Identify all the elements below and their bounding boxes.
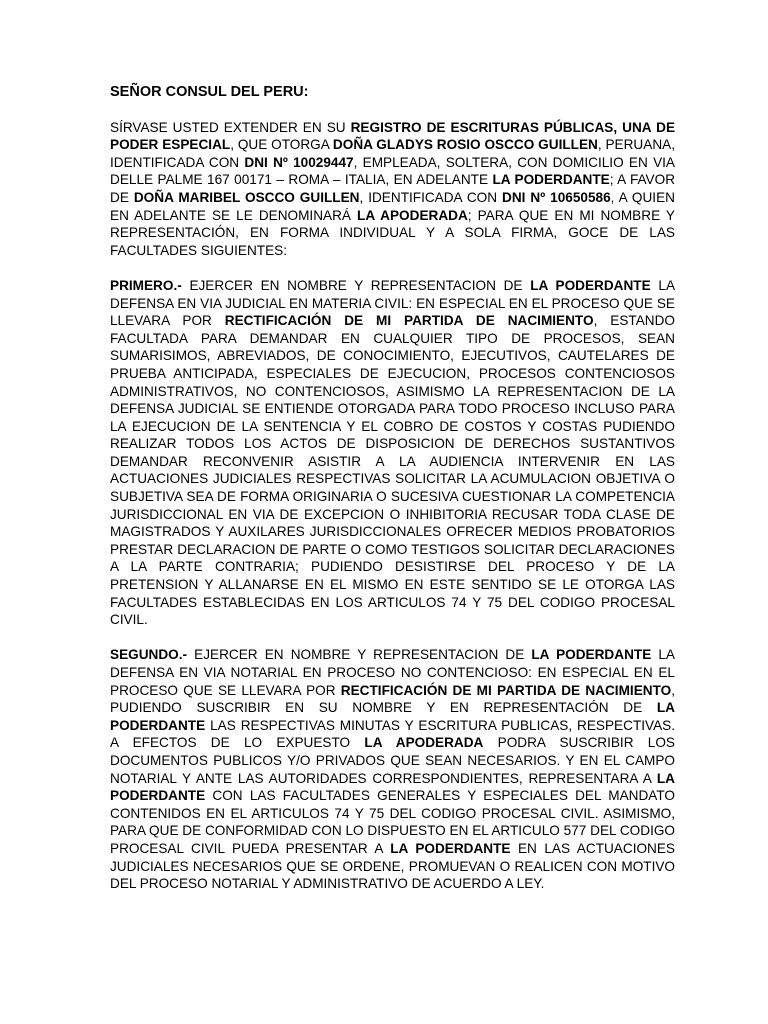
paragraph-primero <box>110 277 675 629</box>
text-run: CON LAS FACULTADES GENERALES Y ESPECIALES DEL MANDATO CONTENIDOS EN EL ARTICULOS 74 Y 75 DEL CODIGO PROCESAL CIVIL. ASIMISMO, PARA QUE DE CONFORMIDAD CON LO DISPUESTO EN EL ARTICULO 577 DEL CODIGO PROCESAL CIVIL PUEDA PRESENTAR A <box>110 788 675 856</box>
text-run: SÍRVASE USTED EXTENDER EN SU <box>110 119 351 135</box>
text-run: EJERCER EN NOMBRE Y REPRESENTACION DE <box>181 277 531 293</box>
text-run: , PUDIENDO SUSCRIBIR EN SU NOMBRE Y EN REPRESENTACIÓN DE <box>110 682 675 716</box>
text-run: ; A FAVOR DE <box>110 172 676 205</box>
text-run: , IDENTIFICADA CON <box>359 189 503 205</box>
text-run: EJERCER EN NOMBRE Y REPRESENTACION DE <box>187 647 532 663</box>
text-run: LA DEFENSA EN VIA NOTARIAL EN PROCESO NO CONTENCIOSO: EN ESPECIAL EN EL PROCESO QUE SE LLEVARA POR <box>110 647 675 698</box>
document-page <box>110 84 675 910</box>
text-run: EN LAS ACTUACIONES JUDICIALES NECESARIOS QUE SE ORDENE, PROMUEVAN O REALICEN CON MOTIVO DEL PROCESO NOTARIAL Y ADMINISTRATIVO DE ACUERDO A LEY. <box>110 840 675 892</box>
bold-text-run: REGISTRO DE ESCRITURAS PÚBLICAS, UNA DE PODER ESPECIAL <box>110 119 676 153</box>
bold-text-run: LA PODERDANTE <box>530 277 651 293</box>
bold-text-run: DOÑA MARIBEL OSCCO GUILLEN <box>133 189 360 205</box>
bold-text-run: LA APODERADA <box>364 735 484 751</box>
bold-text-run: LA APODERADA <box>357 207 468 223</box>
bold-text-run: LA PODERDANTE <box>390 840 511 856</box>
text-run: LAS RESPECTIVAS MINUTAS Y ESCRITURA PUBLICAS, RESPECTIVAS. A EFECTOS DE LO EXPUESTO <box>110 717 675 751</box>
paragraph-segundo <box>110 646 675 892</box>
text-run: PODRA SUSCRIBIR LOS DOCUMENTOS PUBLICOS Y/O PRIVADOS QUE SEAN NECESARIOS. Y EN EL CAMPO NOTARIAL Y ANTE LAS AUTORIDADES CORRESPONDIENTES, REPRESENTARA A <box>110 735 675 786</box>
text-run: , EMPLEADA, SOLTERA, CON DOMICILIO EN VIA DELLE PALME 167 00171 – ROMA – ITALIA, EN ADELANTE <box>110 154 675 188</box>
bold-text-run: DOÑA GLADYS ROSIO OSCCO GUILLEN <box>332 137 598 153</box>
bold-text-run: LA PODERDANTE <box>110 770 675 804</box>
paragraph-intro <box>110 119 675 260</box>
bold-text-run: DNI Nº 10650586 <box>502 189 611 205</box>
text-run: , ESTANDO FACULTADA PARA DEMANDAR EN CUALQUIER TIPO DE PROCESOS, SEAN SUMARISIMOS, ABREVIADOS, DE CONOCIMIENTO, EJECUTIVOS, CAUTELARES DE PRUEBA ANTICIPADA, ESPECIALES DE EJECUCION, PROCESOS CONTENCIOSOS ADMINISTRATIVOS, NO CONTENCIOSOS, ASIMISMO LA REPRESENTACION DE LA DEFENSA JUDICIAL SE ENTIENDE OTORGADA PARA TODO PROCESO INCLUSO PARA LA EJECUCION DE LA SENTENCIA Y EL COBRO DE COSTOS Y COSTAS PUDIENDO REALIZAR TODOS LOS ACTOS DE DISPOSICION DE DERECHOS SUSTANTIVOS DEMANDAR RECONVENIR ASISTIR A LA AUDIENCIA INTERVENIR EN LAS ACTUACIONES JUDICIALES RESPECTIVAS SOLICITAR LA ACUMULACION OBJETIVA O SUBJETIVA SEA DE FORMA ORIGINARIA O SUCESIVA CUESTIONAR LA COMPETENCIA JURISDICCIONAL EN VIA DE EXCEPCION O INHIBITORIA RECUSAR TODA CLASE DE MAGISTRADOS Y AUXILARES JURISDICCIONALES OFRECER MEDIOS PROBATORIOS PRESTAR DECLARACION DE PARTE O COMO TESTIGOS SOLICITAR DECLARACIONES A LA PARTE CONTRARIA; PUDIENDO DESISTIRSE DEL PROCESO Y DE LA PRETENSION Y ALLANARSE EN EL MISMO EN ESTE SENTIDO SE LE OTORGA LAS FACULTADES ESTABLECIDAS EN LOS ARTICULOS 74 Y 75 DEL CODIGO PROCESAL CIVIL. <box>110 313 675 628</box>
bold-text-run: LA PODERDANTE <box>492 172 610 188</box>
text-run: LA DEFENSA EN VIA JUDICIAL EN MATERIA CIVIL: EN ESPECIAL EN EL PROCESO QUE SE LLEVARA POR <box>110 277 676 329</box>
text-run: , QUE OTORGA <box>230 137 333 153</box>
text-run: , PERUANA, IDENTIFICADA CON <box>110 137 675 170</box>
bold-text-run: PRIMERO.- <box>110 277 182 293</box>
bold-text-run: DNI Nº 10029447 <box>244 154 354 170</box>
bold-text-run: LA PODERDANTE <box>531 647 652 663</box>
text-run: ; PARA QUE EN MI NOMBRE Y REPRESENTACIÓN, EN FORMA INDIVIDUAL Y A SOLA FIRMA, GOCE DE LAS FACULTADES SIGUIENTES: <box>110 207 675 258</box>
bold-text-run: LA PODERDANTE <box>110 700 675 733</box>
document-heading: SEÑOR CONSUL DEL PERU: <box>110 84 309 100</box>
text-run: , A QUIEN EN ADELANTE SE LE DENOMINARÁ <box>110 189 675 223</box>
bold-text-run: RECTIFICACIÓN DE MI PARTIDA DE NACIMIENTO <box>224 313 594 329</box>
bold-text-run: RECTIFICACIÓN DE MI PARTIDA DE NACIMIENTO <box>340 682 672 698</box>
bold-text-run: SEGUNDO.- <box>110 647 188 663</box>
